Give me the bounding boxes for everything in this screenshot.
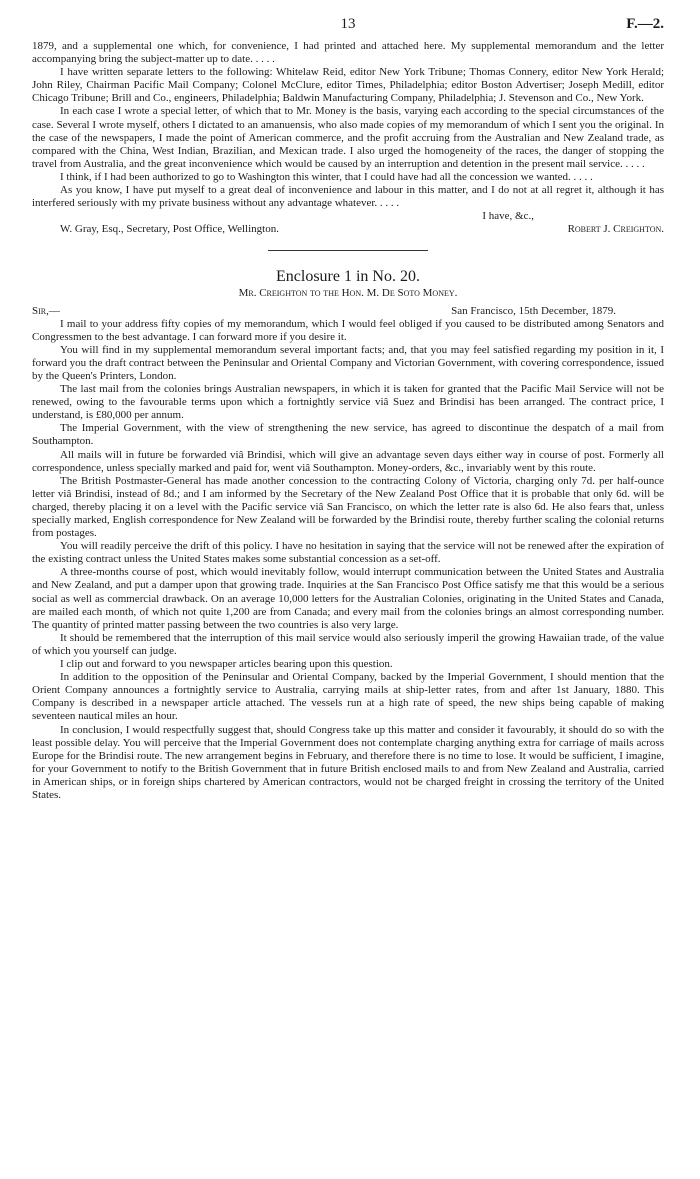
paragraph: As you know, I have put myself to a great deal of inconvenience and labour in this matter, and I do not at all regret it, although it has interfered seriously with my private business without any advantage whatever. . . . . [32,184,664,210]
paragraph: In addition to the opposition of the Peninsular and Oriental Company, backed by the Imperial Government, I should mention that the Orient Company announces a fortnightly service to Australia, carrying mails at ship-letter rates, from and after 1st January, 1880. This Company is described in a newspaper article attached. The vessels run at a high rate of speed, the new ships being capable of making seventeen nautical miles an hour. [32,671,664,723]
paragraph: I clip out and forward to you newspaper articles bearing upon this question. [60,658,393,671]
paragraph: All mails will in future be forwarded viâ Brindisi, which will give an advantage seven days either way in course of post. Formerly all correspondence, unless specially marked and paid for, went viâ Southampton. Money-orders, &c., invariably went by this route. [32,448,664,474]
letter-closing: I have, &c., [482,210,534,223]
document-page [32,18,664,802]
signature-block [32,223,664,236]
salutation: Sir,— [32,304,60,317]
section-divider [268,250,428,251]
letter-date: San Francisco, 15th December, 1879. [451,304,616,317]
paragraph: The Imperial Government, with the view of strengthening the new service, has agreed to discontinue the despatch of a mail from Southampton. [32,422,664,448]
paragraph: I have written separate letters to the following: Whitelaw Reid, editor New York Tribune; Thomas Connery, editor New York Herald; John Riley, Chairman Pacific Mail Company; Colonel McClure, editor Times, Philadelphia; editor Boston Advertiser; Joseph Medill, editor Chicago Tribune; Brill and Co., engineers, Philadelphia; Baldwin Manufacturing Company, Philadelphia; J. Stevenson and Co., New York. [32,66,664,105]
paragraph: It should be remembered that the interruption of this mail service would also seriously imperil the growing Hawaiian trade, of the value of which you yourself can judge. [32,631,664,657]
page-header [32,18,664,40]
paragraph: I mail to your address fifty copies of my memorandum, which I would feel obliged if you caused to be distributed among Senators and Congressmen to the best advantage. I can forward more if you desire it. [32,317,664,343]
paragraph: In each case I wrote a special letter, of which that to Mr. Money is the basis, varying each according to the special circumstances of the case. Several I wrote myself, others I dictated to an amanuensis, who also made copies of my memorandum of which I sent you the original. In the case of the newspapers, I made the point of American commerce, and the profit accruing from the Australian and New Zealand trade, as compared with the China, West Indian, Brazilian, and Mexican trade. I also urged the homogeneity of the races, the danger of stopping the travel from Australia, and the great inconvenience which would be caused by an interruption and detention in the present mail service. . . . . [32,105,664,170]
paragraph: 1879, and a supplemental one which, for convenience, I had printed and attached here. My supplemental memorandum and the letter accompanying bring the subject-matter up to date. . . . . [32,40,664,66]
paragraph: You will find in my supplemental memorandum several important facts; and, that you may feel satisfied regarding my position in it, I forward you the draft contract between the Peninsular and Oriental Company and Victorian Government, with covering correspondence, issued by the Queen's Printers, London. [32,343,664,382]
paragraph: The British Postmaster-General has made another concession to the contracting Colony of Victoria, charging only 7d. per half-ounce letter viâ Brindisi, instead of 8d.; and I am informed by the Secretary of the New Zealand Post Office that it is probable that only 6d. will be charged, thereby placing it on a level with the Pacific service viâ San Francisco, on which the letter rate is also 6d. He also fears that, unless specially marked, English correspondence for New Zealand will be forwarded by the Brindisi route, thereby further scaling the colonial returns from postages. [32,474,664,540]
addressee: W. Gray, Esq., Secretary, Post Office, Wellington. [60,223,279,236]
paragraph: I think, if I had been authorized to go to Washington this winter, that I could have had all the concession we wanted. . . . . [60,170,593,183]
salutation-line [32,305,664,318]
paragraph: You will readily perceive the drift of this policy. I have no hesitation in saying that the service will not be renewed after the expiration of the existing contract unless the United States makes some substantial concession as a set-off. [32,540,664,566]
signature: Robert J. Creighton. [567,223,664,236]
enclosure-subtitle: Mr. Creighton to the Hon. M. De Soto Money. [238,287,458,300]
paragraph: In conclusion, I would respectfully suggest that, should Congress take up this matter and consider it favourably, it should do so with the least possible delay. You will perceive that the Imperial Government does not contemplate charging anything extra for carriage of mails across Europe for the Brindisi route. The new arrangement begins in February, and therefore there is no time to lose. It would be sufficient, I imagine, for your Government to notify to the British Government that in future British enclosed mails to and from New Zealand and Australia, carried in American ships, or in foreign ships chartered by American contractors, would not be charged freight in crossing the territory of the United States. [32,723,664,801]
paragraph: The last mail from the colonies brings Australian newspapers, in which it is taken for granted that the Pacific Mail Service will not be renewed, owing to the favourable terms upon which a fortnightly service viâ Suez and Brindisi has been arranged. The contract price, I understand, is £80,000 per annum. [32,383,664,422]
enclosure-title: Enclosure 1 in No. 20. [276,268,420,286]
document-reference: F.—2. [626,16,664,32]
page-number: 13 [340,16,356,32]
paragraph: A three-months course of post, which would inevitably follow, would interrupt communication between the United States and Australia and New Zealand, and put a damper upon that growing trade. Inquiries at the San Francisco Post Office satisfy me that this would be a serious social as well as commercial drawback. On an average 10,000 letters for the Australian Colonies, originating in the United States and Canada, are mailed each month, of which not quite 1,200 are from Canada; and every mail from the colonies brings an almost corresponding number. The quantity of printed matter passing between the two countries is also very large. [32,566,664,631]
